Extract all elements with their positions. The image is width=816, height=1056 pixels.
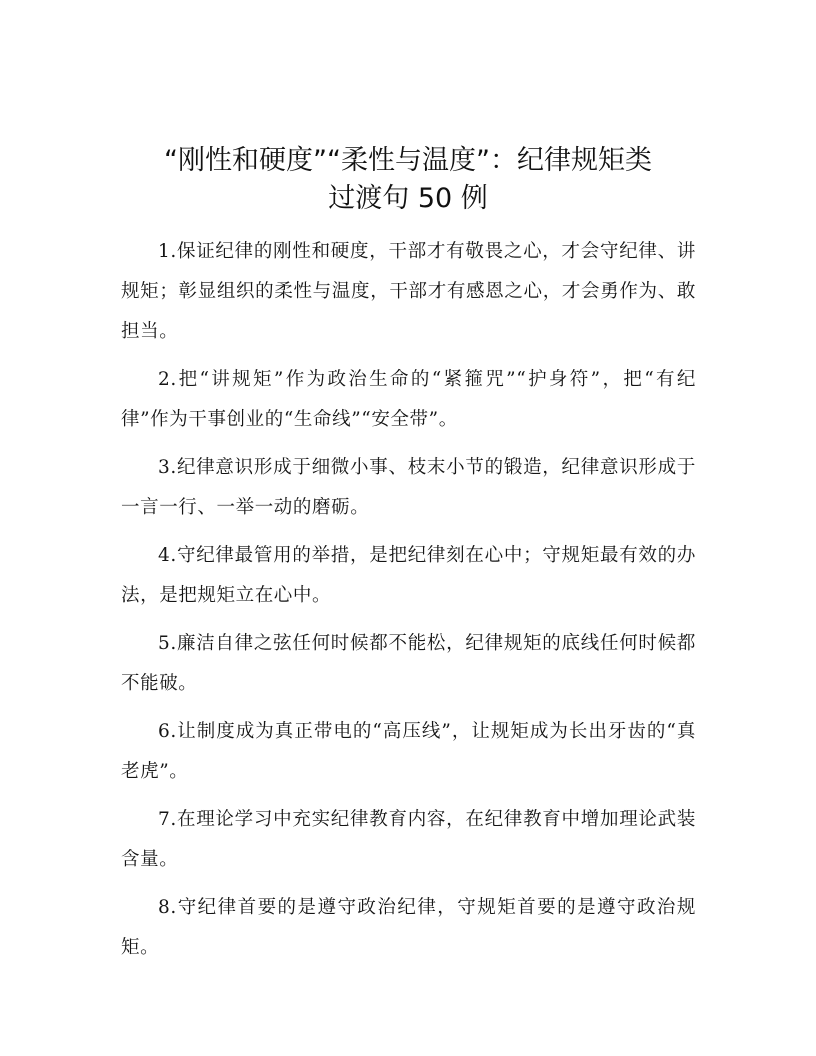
paragraph-8: 8.守纪律首要的是遵守政治纪律，守规矩首要的是遵守政治规矩。 bbox=[121, 897, 696, 958]
paragraph-3: 3.纪律意识形成于细微小事、枝末小节的锻造，纪律意识形成于一言一行、一举一动的磨砺。 bbox=[121, 457, 696, 518]
paragraph-7: 7.在理论学习中充实纪律教育内容，在纪律教育中增加理论武装含量。 bbox=[121, 809, 696, 870]
paragraph-4: 4.守纪律最管用的举措，是把纪律刻在心中；守规矩最有效的办法，是把规矩立在心中。 bbox=[121, 545, 696, 606]
document-title bbox=[100, 142, 716, 218]
title-line-2: 过渡句 50 例 bbox=[328, 183, 488, 214]
document-body bbox=[121, 232, 696, 976]
paragraph-1: 1.保证纪律的刚性和硬度，干部才有敬畏之心，才会守纪律、讲规矩；彰显组织的柔性与温度，干部才有感恩之心，才会勇作为、敢担当。 bbox=[121, 241, 696, 342]
paragraph-5: 5.廉洁自律之弦任何时候都不能松，纪律规矩的底线任何时候都不能破。 bbox=[121, 633, 696, 694]
paragraph-6: 6.让制度成为真正带电的“高压线”，让规矩成为长出牙齿的“真老虎”。 bbox=[121, 721, 696, 782]
title-line-1: “刚性和硬度”“柔性与温度”：纪律规矩类 bbox=[164, 145, 652, 176]
paragraph-2: 2.把“讲规矩”作为政治生命的“紧箍咒”“护身符”，把“有纪律”作为干事创业的“生命线”“安全带”。 bbox=[121, 369, 696, 430]
